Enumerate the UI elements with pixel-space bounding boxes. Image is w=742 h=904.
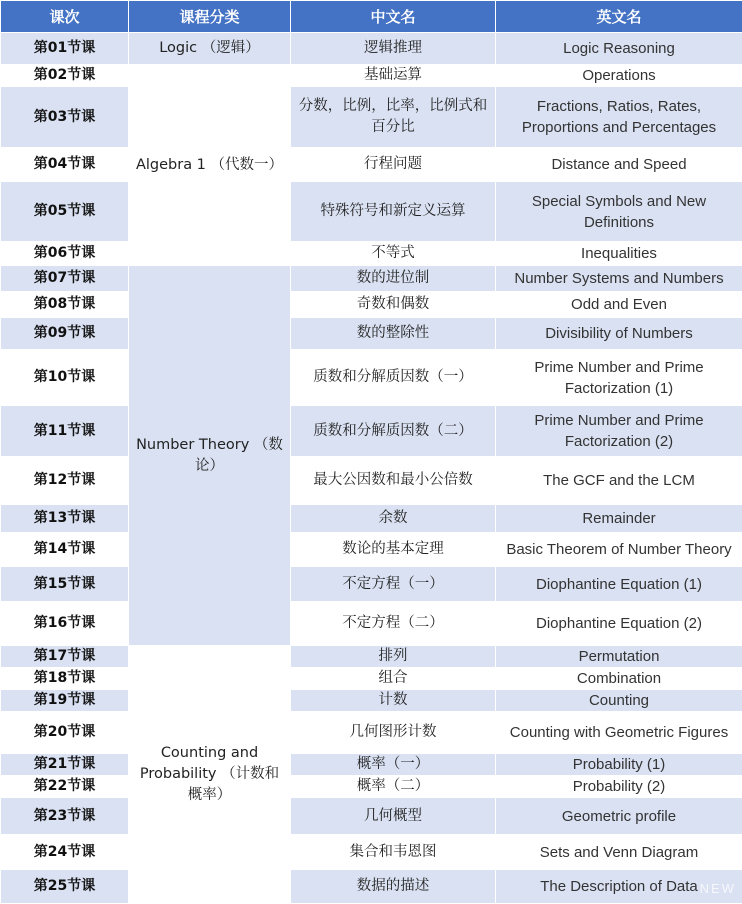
lesson-number: 第23节课 [1,798,129,835]
table-row [1,182,742,242]
chinese-name: 行程问题 [291,148,496,182]
chinese-name: 数的进位制 [291,266,496,292]
english-name: Fractions, Ratios, Rates, Proportions and Percentages [496,87,742,148]
chinese-name: 组合 [291,668,496,690]
chinese-name: 数的整除性 [291,318,496,350]
lesson-number: 第15节课 [1,567,129,602]
table-row [1,602,742,646]
english-name: Geometric profile [496,798,742,835]
english-name: Remainder [496,505,742,533]
lesson-number: 第08节课 [1,292,129,318]
english-name: The GCF and the LCM [496,457,742,505]
chinese-name: 概率（二） [291,776,496,798]
table-row [1,870,742,904]
table-row [1,406,742,457]
english-name: Sets and Venn Diagram [496,835,742,870]
table-row [1,776,742,798]
chinese-name: 计数 [291,690,496,712]
table-row [1,148,742,182]
chinese-name: 奇数和偶数 [291,292,496,318]
chinese-name: 质数和分解质因数（一） [291,350,496,406]
english-name: Permutation [496,646,742,668]
english-name: Odd and Even [496,292,742,318]
header-category: 课程分类 [129,1,291,33]
chinese-name: 质数和分解质因数（二） [291,406,496,457]
table-row [1,533,742,567]
lesson-number: 第10节课 [1,350,129,406]
table-row [1,690,742,712]
lesson-number: 第25节课 [1,870,129,904]
english-name: Operations [496,65,742,87]
table-row [1,457,742,505]
english-name: Counting [496,690,742,712]
english-name: Probability (2) [496,776,742,798]
lesson-number: 第11节课 [1,406,129,457]
english-name: Inequalities [496,242,742,266]
category-number-theory: Number Theory （数论） [129,266,291,646]
english-name: Prime Number and Prime Factorization (2) [496,406,742,457]
table-row [1,668,742,690]
english-name: Logic Reasoning [496,33,742,65]
chinese-name: 特殊符号和新定义运算 [291,182,496,242]
english-name: Divisibility of Numbers [496,318,742,350]
lesson-number: 第19节课 [1,690,129,712]
lesson-number: 第13节课 [1,505,129,533]
chinese-name: 余数 [291,505,496,533]
chinese-name: 数论的基本定理 [291,533,496,567]
english-name: Diophantine Equation (2) [496,602,742,646]
watermark: NEW [700,881,736,896]
lesson-number: 第16节课 [1,602,129,646]
lesson-number: 第02节课 [1,65,129,87]
chinese-name: 基础运算 [291,65,496,87]
header-chinese-name: 中文名 [291,1,496,33]
table-row [1,33,742,65]
table-row [1,567,742,602]
english-name: Number Systems and Numbers [496,266,742,292]
lesson-number: 第06节课 [1,242,129,266]
category-counting-probability: Counting and Probability （计数和概率） [129,646,291,904]
chinese-name: 逻辑推理 [291,33,496,65]
header-lesson: 课次 [1,1,129,33]
lesson-number: 第14节课 [1,533,129,567]
english-name: Probability (1) [496,754,742,776]
chinese-name: 集合和韦恩图 [291,835,496,870]
english-name: Prime Number and Prime Factorization (1) [496,350,742,406]
table-row [1,318,742,350]
lesson-number: 第17节课 [1,646,129,668]
header-row [1,1,742,33]
table-row [1,65,742,87]
table-row [1,712,742,754]
table-row [1,242,742,266]
table-row [1,292,742,318]
lesson-number: 第09节课 [1,318,129,350]
chinese-name: 几何图形计数 [291,712,496,754]
category-logic: Logic （逻辑） [129,33,291,65]
table-row [1,87,742,148]
lesson-number: 第05节课 [1,182,129,242]
lesson-number: 第18节课 [1,668,129,690]
table-row [1,754,742,776]
lesson-number: 第24节课 [1,835,129,870]
table-row [1,505,742,533]
category-algebra: Algebra 1 （代数一） [129,65,291,266]
chinese-name: 概率（一） [291,754,496,776]
english-name: Basic Theorem of Number Theory [496,533,742,567]
chinese-name: 不等式 [291,242,496,266]
header-english-name: 英文名 [496,1,742,33]
english-name: Counting with Geometric Figures [496,712,742,754]
lesson-number: 第22节课 [1,776,129,798]
lesson-number: 第21节课 [1,754,129,776]
chinese-name: 分数，比例，比率，比例式和百分比 [291,87,496,148]
lesson-number: 第04节课 [1,148,129,182]
english-name: The Description of Data [496,870,742,904]
chinese-name: 不定方程（二） [291,602,496,646]
table-row [1,266,742,292]
chinese-name: 不定方程（一） [291,567,496,602]
chinese-name: 几何概型 [291,798,496,835]
table-row [1,350,742,406]
lesson-number: 第07节课 [1,266,129,292]
english-name: Diophantine Equation (1) [496,567,742,602]
chinese-name: 排列 [291,646,496,668]
english-name: Special Symbols and New Definitions [496,182,742,242]
lesson-number: 第20节课 [1,712,129,754]
english-name: Distance and Speed [496,148,742,182]
table-row [1,835,742,870]
english-name: Combination [496,668,742,690]
lesson-number: 第12节课 [1,457,129,505]
chinese-name: 最大公因数和最小公倍数 [291,457,496,505]
chinese-name: 数据的描述 [291,870,496,904]
table-row [1,646,742,668]
lesson-number: 第03节课 [1,87,129,148]
table-row [1,798,742,835]
lesson-number: 第01节课 [1,33,129,65]
